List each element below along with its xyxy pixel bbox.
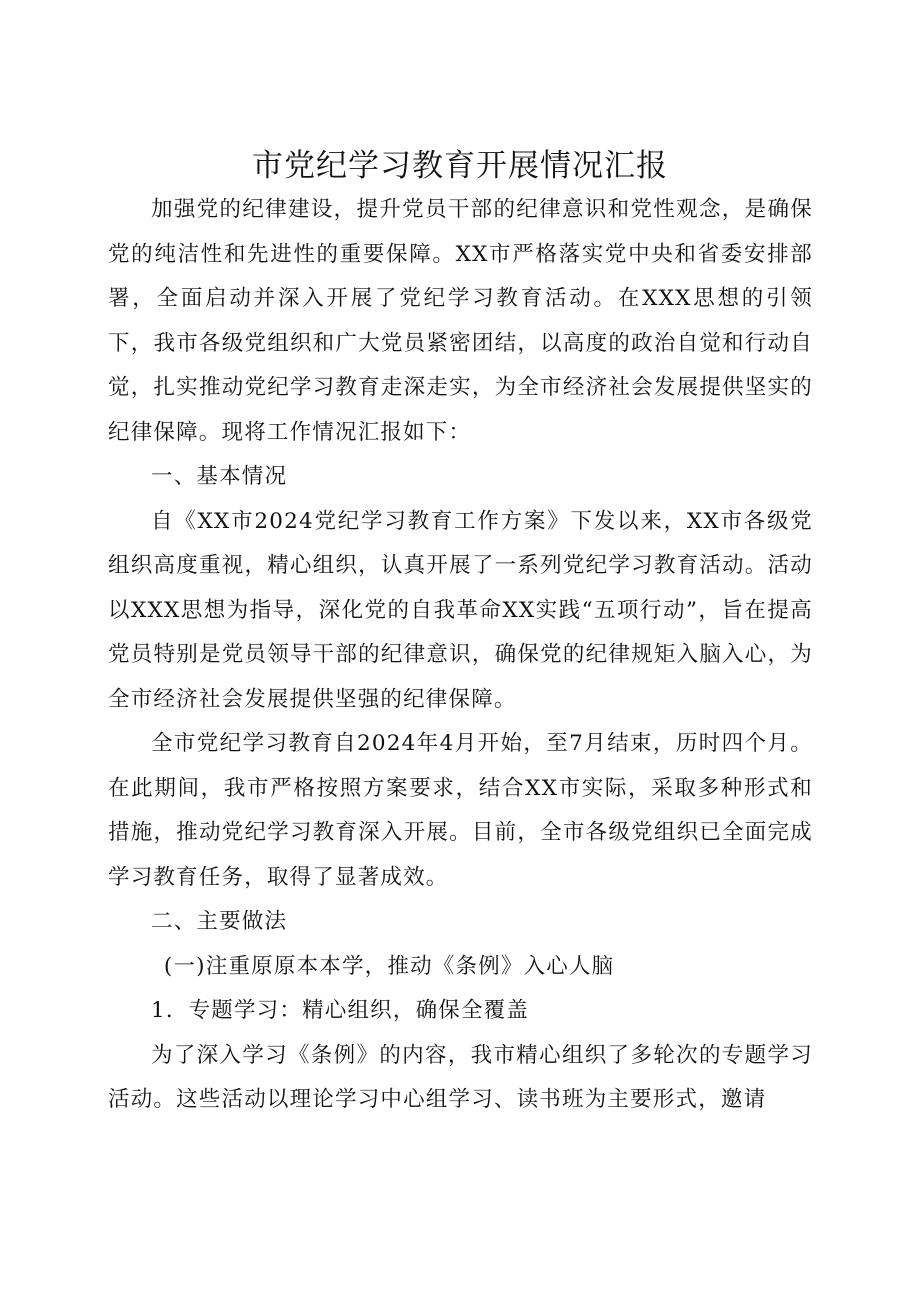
document-body <box>108 188 813 1123</box>
item-heading-1: 1．专题学习：精心组织，确保全覆盖 <box>151 998 530 1023</box>
section-heading-main-practices: 二、主要做法 <box>151 909 288 934</box>
subsection-heading-1: (一)注重原原本本学，推动《条例》入心人脑 <box>163 953 615 979</box>
basic-situation-paragraph-1: 自《XX市2024党纪学习教育工作方案》下发以来，XX市各级党组织高度重视，精心组织，认真开展了一系列党纪学习教育活动。活动以XXX思想为指导，深化党的自我革命XX实践“五项行动”，旨在提高党员特别是党员领导干部的纪律意识，确保党的纪律规矩入脑入心，为全市经济社会发展提供坚强的纪律保障。 <box>108 508 813 712</box>
document-title: 市党纪学习教育开展情况汇报 <box>252 148 668 184</box>
item-paragraph-1: 为了深入学习《条例》的内容，我市精心组织了多轮次的专题学习活动。这些活动以理论学习中心组学习、读书班为主要形式，邀请 <box>108 1042 813 1112</box>
intro-paragraph: 加强党的纪律建设，提升党员干部的纪律意识和党性观念，是确保党的纯洁性和先进性的重要保障。XX市严格落实党中央和省委安排部署，全面启动并深入开展了党纪学习教育活动。在XXX思想的引领下，我市各级党组织和广大党员紧密团结，以高度的政治自觉和行动自觉，扎实推动党纪学习教育走深走实，为全市经济社会发展提供坚实的纪律保障。现将工作情况汇报如下： <box>108 197 813 445</box>
section-heading-basic-situation: 一、基本情况 <box>151 464 288 489</box>
basic-situation-paragraph-2: 全市党纪学习教育自2024年4月开始，至7月结束，历时四个月。在此期间，我市严格按照方案要求，结合XX市实际，采取多种形式和措施，推动党纪学习教育深入开展。目前，全市各级党组织已全面完成学习教育任务，取得了显著成效。 <box>108 731 813 890</box>
